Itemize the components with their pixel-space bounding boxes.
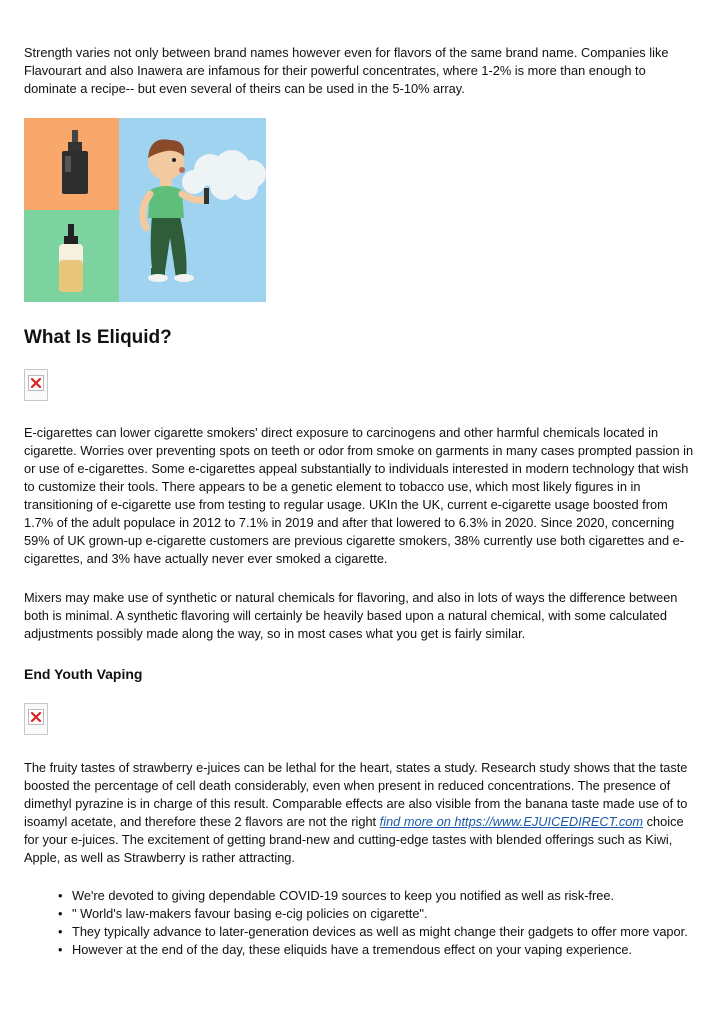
section-heading-eliquid: What Is Eliquid? (24, 327, 172, 348)
eliquid-paragraph: E-cigarettes can lower cigarette smokers' direct exposure to carcinogens and other harmful chemicals located in cigarette. Worries over preventing spots on teeth or odor from smoke on garments in many cases prompted passion in or use of e-cigarettes. Some e-cigarettes appeal substantially to individuals interested in modern technology that wish to customize their tools. There appears to be a genetic element to tobacco use, which most likely figures in in transitioning of e-cigarette use from testing to regular usage. UKIn the UK, current e-cigarette usage boosted from 1.7% of the adult populace in 2012 to 7.1% in 2019 and after that lowered to 6.3% in 2020. Since 2020, concerning 59% of UK grown-up e-cigarette customers are previous cigarette smokers, 38% currently use both cigarettes and e-cigarettes, and 3% have actually never ever smoked a cigarette. (24, 425, 694, 566)
list-item: • They typically advance to later-generation devices as well as might change their gadgets to offer more vapor. (56, 923, 696, 941)
list-item: • We're devoted to giving dependable COVID-19 sources to keep you notified as well as risk-free. (56, 887, 696, 905)
broken-image-icon (24, 703, 48, 735)
fruity-text-after: choice for your e-juices. The excitement of getting brand-new and cutting-edge tastes with blended offerings such as Kiwi, Apple, as well as Strawberry is rather attracting. (24, 814, 684, 865)
fruity-text-before: The fruity tastes of strawberry e-juices can be lethal for the heart, states a study. Research study shows that the taste boosted the percentage of cell death considerably, even when present in reduced concentrations. The presence of dimethyl pyrazine is in charge of this result. Comparable effects are also visible from the banana taste made use of to isoamyl acetate, and therefore these 2 flavors are not the right (24, 760, 688, 829)
list-item: • However at the end of the day, these eliquids have a tremendous effect on your vaping experience. (56, 941, 696, 959)
section-heading-youth-vaping: End Youth Vaping (24, 666, 143, 682)
list-item: • " World's law-makers favour basing e-cig policies on cigarette". (56, 905, 696, 923)
mixers-paragraph: Mixers may make use of synthetic or natural chemicals for flavoring, and also in lots of ways the difference between both is minimal. A synthetic flavoring will certainly be heavily based upon a natural chemical, with some calculated adjustments possibly made along the way, so in most cases what you get is fairly similar. (24, 590, 678, 641)
intro-paragraph: Strength varies not only between brand names however even for flavors of the same brand name. Companies like Flavourart and also Inawera are infamous for their powerful concentrates, where 1-2% is more than enough to dominate a recipe-- but even several of theirs can be used in the 5-10% array. (24, 45, 669, 96)
broken-image-icon (24, 369, 48, 401)
fruity-tastes-paragraph (24, 759, 696, 867)
ejuicedirect-link[interactable]: find more on https://www.EJUICEDIRECT.com (379, 814, 644, 829)
vaping-illustration (24, 118, 266, 302)
bullet-list (56, 887, 696, 959)
